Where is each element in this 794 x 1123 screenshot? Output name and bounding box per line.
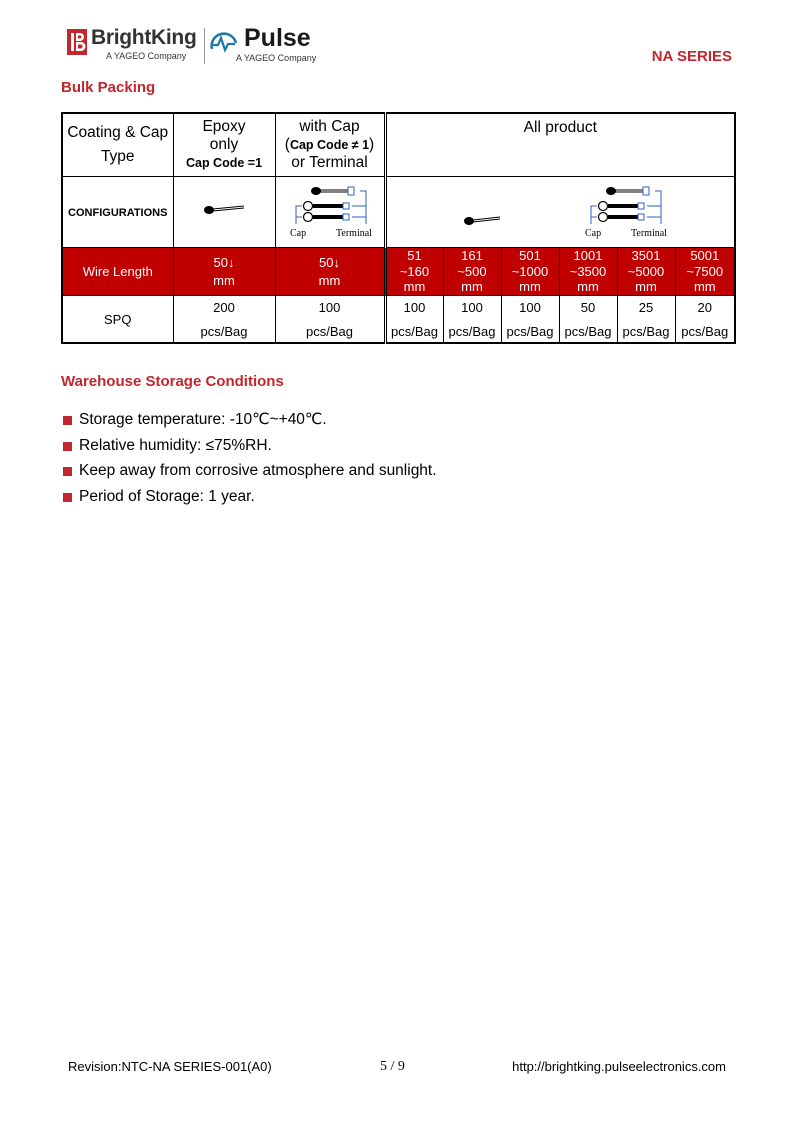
series-label: NA SERIES <box>651 48 732 65</box>
footer-url[interactable]: http://brightking.pulseelectronics.com <box>512 1059 726 1074</box>
header-epoxy-line2: only <box>209 136 239 153</box>
brightking-logo <box>66 26 201 66</box>
cap-terminal-diagram-icon <box>280 180 380 240</box>
wire-range-cell: 5001 ~7500 mm <box>675 248 735 296</box>
spq-cell: 100 pcs/Bag <box>443 296 501 344</box>
wire-epoxy-cell <box>173 248 275 296</box>
page-header <box>66 26 736 70</box>
config-all-cell <box>385 177 735 248</box>
header-coating-cap <box>62 113 173 177</box>
bulk-packing-title: Bulk Packing <box>61 79 156 96</box>
header-cap-code: Cap Code ≠ 1 <box>289 138 370 152</box>
terminal-label: Terminal <box>631 227 668 239</box>
storage-list <box>61 407 437 509</box>
bullet-square-icon <box>63 493 72 502</box>
wire-cap-cell <box>275 248 385 296</box>
brightking-name: BrightKing <box>91 26 197 49</box>
spq-cell: 50 pcs/Bag <box>559 296 617 344</box>
table-row <box>62 296 735 344</box>
pulse-sub: A YAGEO Company <box>236 53 317 63</box>
brightking-logo-icon <box>67 29 87 55</box>
pulse-logo <box>210 26 340 66</box>
header-cap-line3: or Terminal <box>291 154 368 171</box>
spq-cell: 100 pcs/Bag <box>501 296 559 344</box>
spq-epoxy-cell: 200 pcs/Bag <box>173 296 275 344</box>
header-epoxy <box>173 113 275 177</box>
brightking-sub: A YAGEO Company <box>106 51 187 61</box>
footer-revision: Revision:NTC-NA SERIES-001(A0) <box>68 1059 272 1074</box>
wire-range-cell: 51 ~160 mm <box>385 248 443 296</box>
spq-cell: 20 pcs/Bag <box>675 296 735 344</box>
wire-range-cell: 1001 ~3500 mm <box>559 248 617 296</box>
header-cap-line1: with Cap <box>299 118 360 135</box>
wire-epoxy-unit: mm <box>213 273 235 288</box>
header-epoxy-code: Cap Code =1 <box>185 156 263 170</box>
pulse-name: Pulse <box>244 24 311 52</box>
config-label-cell <box>62 177 173 248</box>
wire-range-cell: 501 ~1000 mm <box>501 248 559 296</box>
list-item: Relative humidity: ≤75%RH. <box>61 433 437 459</box>
wire-epoxy-value: 50↓ <box>213 254 235 270</box>
bullet-square-icon <box>63 467 72 476</box>
list-item: Keep away from corrosive atmosphere and sunlight. <box>61 458 437 484</box>
config-epoxy-cell <box>173 177 275 248</box>
wire-length-label: Wire Length <box>62 248 173 296</box>
wire-cap-unit: mm <box>318 273 341 288</box>
wire-cap-value: 50↓ <box>319 254 340 270</box>
all-product-diagram-icon <box>430 180 690 240</box>
storage-title: Warehouse Storage Conditions <box>61 373 284 390</box>
header-epoxy-line1: Epoxy <box>202 118 246 135</box>
config-cap-cell <box>275 177 385 248</box>
wire-range-cell: 3501 ~5000 mm <box>617 248 675 296</box>
table-row <box>62 248 735 296</box>
bullet-square-icon <box>63 442 72 451</box>
header-all-product: All product <box>385 113 735 177</box>
table-row <box>62 113 735 177</box>
epoxy-thermistor-icon <box>194 198 254 222</box>
footer-page-number: 5 / 9 <box>380 1059 405 1074</box>
bulk-packing-table <box>61 112 736 344</box>
logo-divider <box>204 28 205 64</box>
header-coating-line2: Type <box>100 148 135 165</box>
header-with-cap: with Cap (Cap Code ≠ 1) or Terminal <box>275 113 385 177</box>
header-coating-line1: Coating & Cap <box>67 124 169 141</box>
spq-cell: 100 pcs/Bag <box>385 296 443 344</box>
pulse-logo-icon <box>210 29 238 55</box>
spq-cell: 25 pcs/Bag <box>617 296 675 344</box>
config-label: CONFIGURATIONS <box>68 207 168 219</box>
cap-label: Cap <box>289 227 306 239</box>
terminal-label: Terminal <box>335 227 372 239</box>
bullet-square-icon <box>63 416 72 425</box>
list-item: Period of Storage: 1 year. <box>61 484 437 510</box>
table-row <box>62 177 735 248</box>
spq-label: SPQ <box>62 296 173 344</box>
list-item: Storage temperature: -10℃~+40℃. <box>61 407 437 433</box>
cap-label: Cap <box>585 227 602 239</box>
spq-cap-cell: 100 pcs/Bag <box>275 296 385 344</box>
wire-range-cell: 161 ~500 mm <box>443 248 501 296</box>
